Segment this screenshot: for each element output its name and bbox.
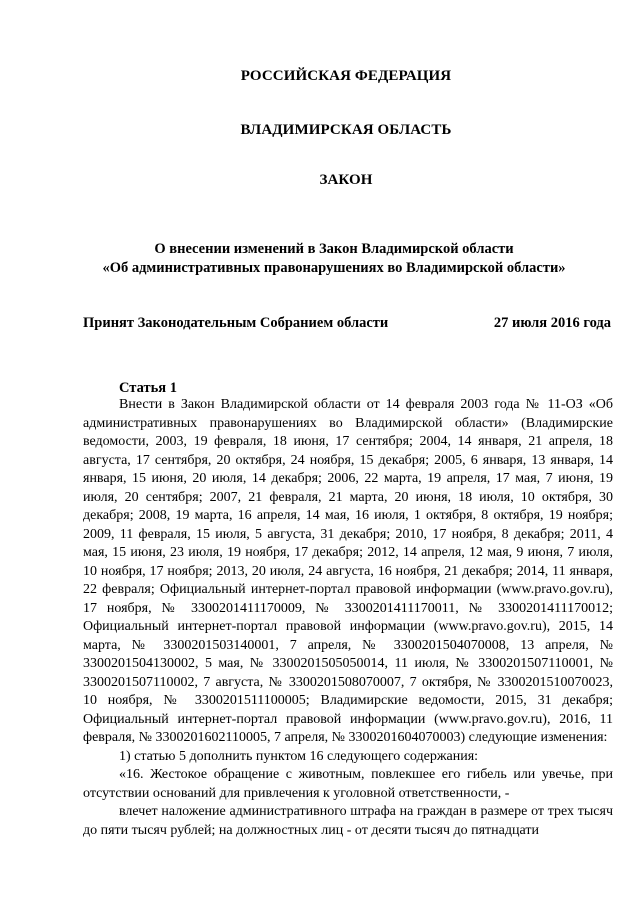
- region-heading: ВЛАДИМИРСКАЯ ОБЛАСТЬ: [240, 122, 452, 138]
- country-heading: РОССИЙСКАЯ ФЕДЕРАЦИЯ: [240, 68, 452, 84]
- article-title: Статья 1: [119, 380, 177, 396]
- law-title-line-1: О внесении изменений в Закон Владимирской области: [154, 241, 514, 257]
- adoption-date: 27 июля 2016 года: [493, 315, 611, 331]
- article-quote-paragraph-1: «16. Жестокое обращение с животным, повлекшее его гибель или увечье, при отсутствии оснований для привлечения к уголовной ответственности, -: [83, 767, 613, 801]
- article-body: [83, 396, 613, 840]
- law-title: [86, 240, 582, 278]
- doc-type-heading: ЗАКОН: [319, 172, 373, 188]
- article-item-1: 1) статью 5 дополнить пунктом 16 следующего содержания:: [119, 748, 479, 764]
- article-quote-paragraph-2: влечет наложение административного штрафа на граждан в размере от трех тысяч до пяти тысяч рублей; на должностных лиц - от десяти тысяч до пятнадцати: [83, 804, 613, 838]
- adoption-label: Принят Законодательным Собранием области: [83, 315, 389, 331]
- article-intro-paragraph: Внести в Закон Владимирской области от 14 февраля 2003 года № 11-ОЗ «Об административных правонарушениях во Владимирской области» (Владимирские ведомости, 2003, 19 февраля, 18 июня, 17 сентября; 2004, 14 января, 21 апреля, 18 августа, 17 сентября, 20 октября, 24 ноября, 15 декабря; 2005, 6 января, 13 января, 14 января, 15 июня, 20 июля, 14 декабря; 2006, 22 марта, 19 апреля, 17 мая, 7 июня, 19 июля, 20 сентября; 2007, 21 февраля, 21 марта, 20 июня, 18 июля, 10 октября, 30 декабря; 2008, 19 марта, 16 апреля, 14 мая, 16 июля, 1 октября, 8 октября, 19 ноября; 2009, 11 февраля, 15 июля, 5 августа, 31 декабря; 2010, 17 ноября, 8 декабря; 2011, 4 мая, 15 июня, 23 июля, 19 ноября, 17 декабря; 2012, 14 апреля, 12 мая, 9 июня, 7 июля, 10 ноября, 17 ноября; 2013, 20 июля, 24 августа, 16 ноября, 21 декабря; 2014, 11 января, 22 февраля; Официальный интернет-портал правовой информации (www.pravo.gov.ru), 17 ноября, № 3300201411170009, № 3300201411170011, № 3300201411170012; Официальный интернет-портал правовой информации (www.pravo.gov.ru), 2015, 14 марта, № 3300201503140001, 7 апреля, № 3300201504070008, 13 апреля, № 3300201504130002, 5 мая, № 3300201505050014, 11 июля, № 3300201507110001, № 3300201507110002, 7 августа, № 3300201508070007, 7 октября, № 3300201510070023, 10 ноября, № 3300201511100005; Владимирские ведомости, 2015, 31 декабря; Официальный интернет-портал правовой информации (www.pravo.gov.ru), 2016, 11 февраля, № 3300201602110005, 7 апреля, № 3300201604070003) следующие изменения:: [83, 397, 613, 745]
- law-title-line-2: «Об административных правонарушениях во Владимирской области»: [102, 260, 566, 276]
